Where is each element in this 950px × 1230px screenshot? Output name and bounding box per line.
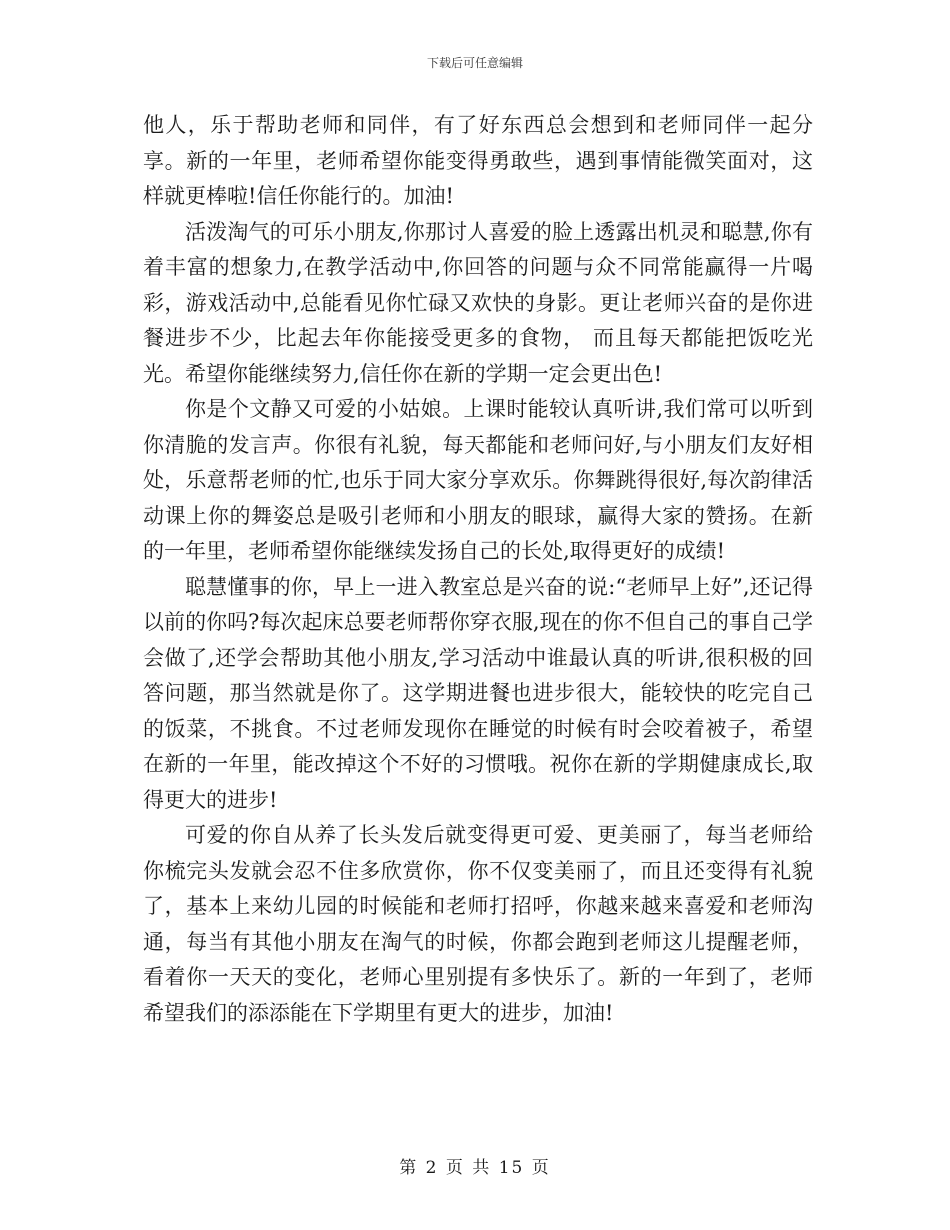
paragraph: 聪慧懂事的你，早上一进入教室总是兴奋的说:“老师早上好”,还记得以前的你吗?每次起床总要老师帮你穿衣服,现在的你不但自己的事自己学会做了,还学会帮助其他小朋友,学习活动中谁最认真的听讲,很积极的回答问题，那当然就是你了。这学期进餐也进步很大，能较快的吃完自己的饭菜，不挑食。不过老师发现你在睡觉的时候有时会咬着被子，希望在新的一年里，能改掉这个不好的习惯哦。祝你在新的学期健康成长,取得更大的进步!	[143, 574, 813, 812]
document-body	[143, 108, 813, 1031]
paragraph: 活泼淘气的可乐小朋友,你那讨人喜爱的脸上透露出机灵和聪慧,你有着丰富的想象力,在教学活动中,你回答的问题与众不同常能赢得一片喝彩，游戏活动中,总能看见你忙碌又欢快的身影。更让老师兴奋的是你进餐进步不少，比起去年你能接受更多的食物， 而且每天都能把饭吃光光。希望你能继续努力,信任你在新的学期一定会更出色!	[143, 219, 813, 386]
page-number-footer: 第 2 页 共 15 页	[399, 1158, 551, 1178]
paragraph-continued: 他人，乐于帮助老师和同伴，有了好东西总会想到和老师同伴一起分享。新的一年里，老师希望你能变得勇敢些，遇到事情能微笑面对，这样就更棒啦!信任你能行的。加油!	[143, 113, 813, 208]
paragraph: 可爱的你自从养了长头发后就变得更可爱、更美丽了，每当老师给你梳完头发就会忍不住多欣赏你，你不仅变美丽了，而且还变得有礼貌了，基本上来幼儿园的时候能和老师打招呼，你越来越来喜爱和老师沟通，每当有其他小朋友在淘气的时候，你都会跑到老师这儿提醒老师，看着你一天天的变化，老师心里别提有多快乐了。新的一年到了，老师希望我们的添添能在下学期里有更大的进步，加油!	[143, 823, 813, 1025]
paragraph: 你是个文静又可爱的小姑娘。上课时能较认真听讲,我们常可以听到你清脆的发言声。你很有礼貌，每天都能和老师问好,与小朋友们友好相处，乐意帮老师的忙,也乐于同大家分享欢乐。你舞跳得很好,每次韵律活动课上你的舞姿总是吸引老师和小朋友的眼球，赢得大家的赞扬。在新的一年里，老师希望你能继续发扬自己的长处,取得更好的成绩!	[143, 397, 813, 563]
page-header-note: 下载后可任意编辑	[426, 56, 523, 70]
